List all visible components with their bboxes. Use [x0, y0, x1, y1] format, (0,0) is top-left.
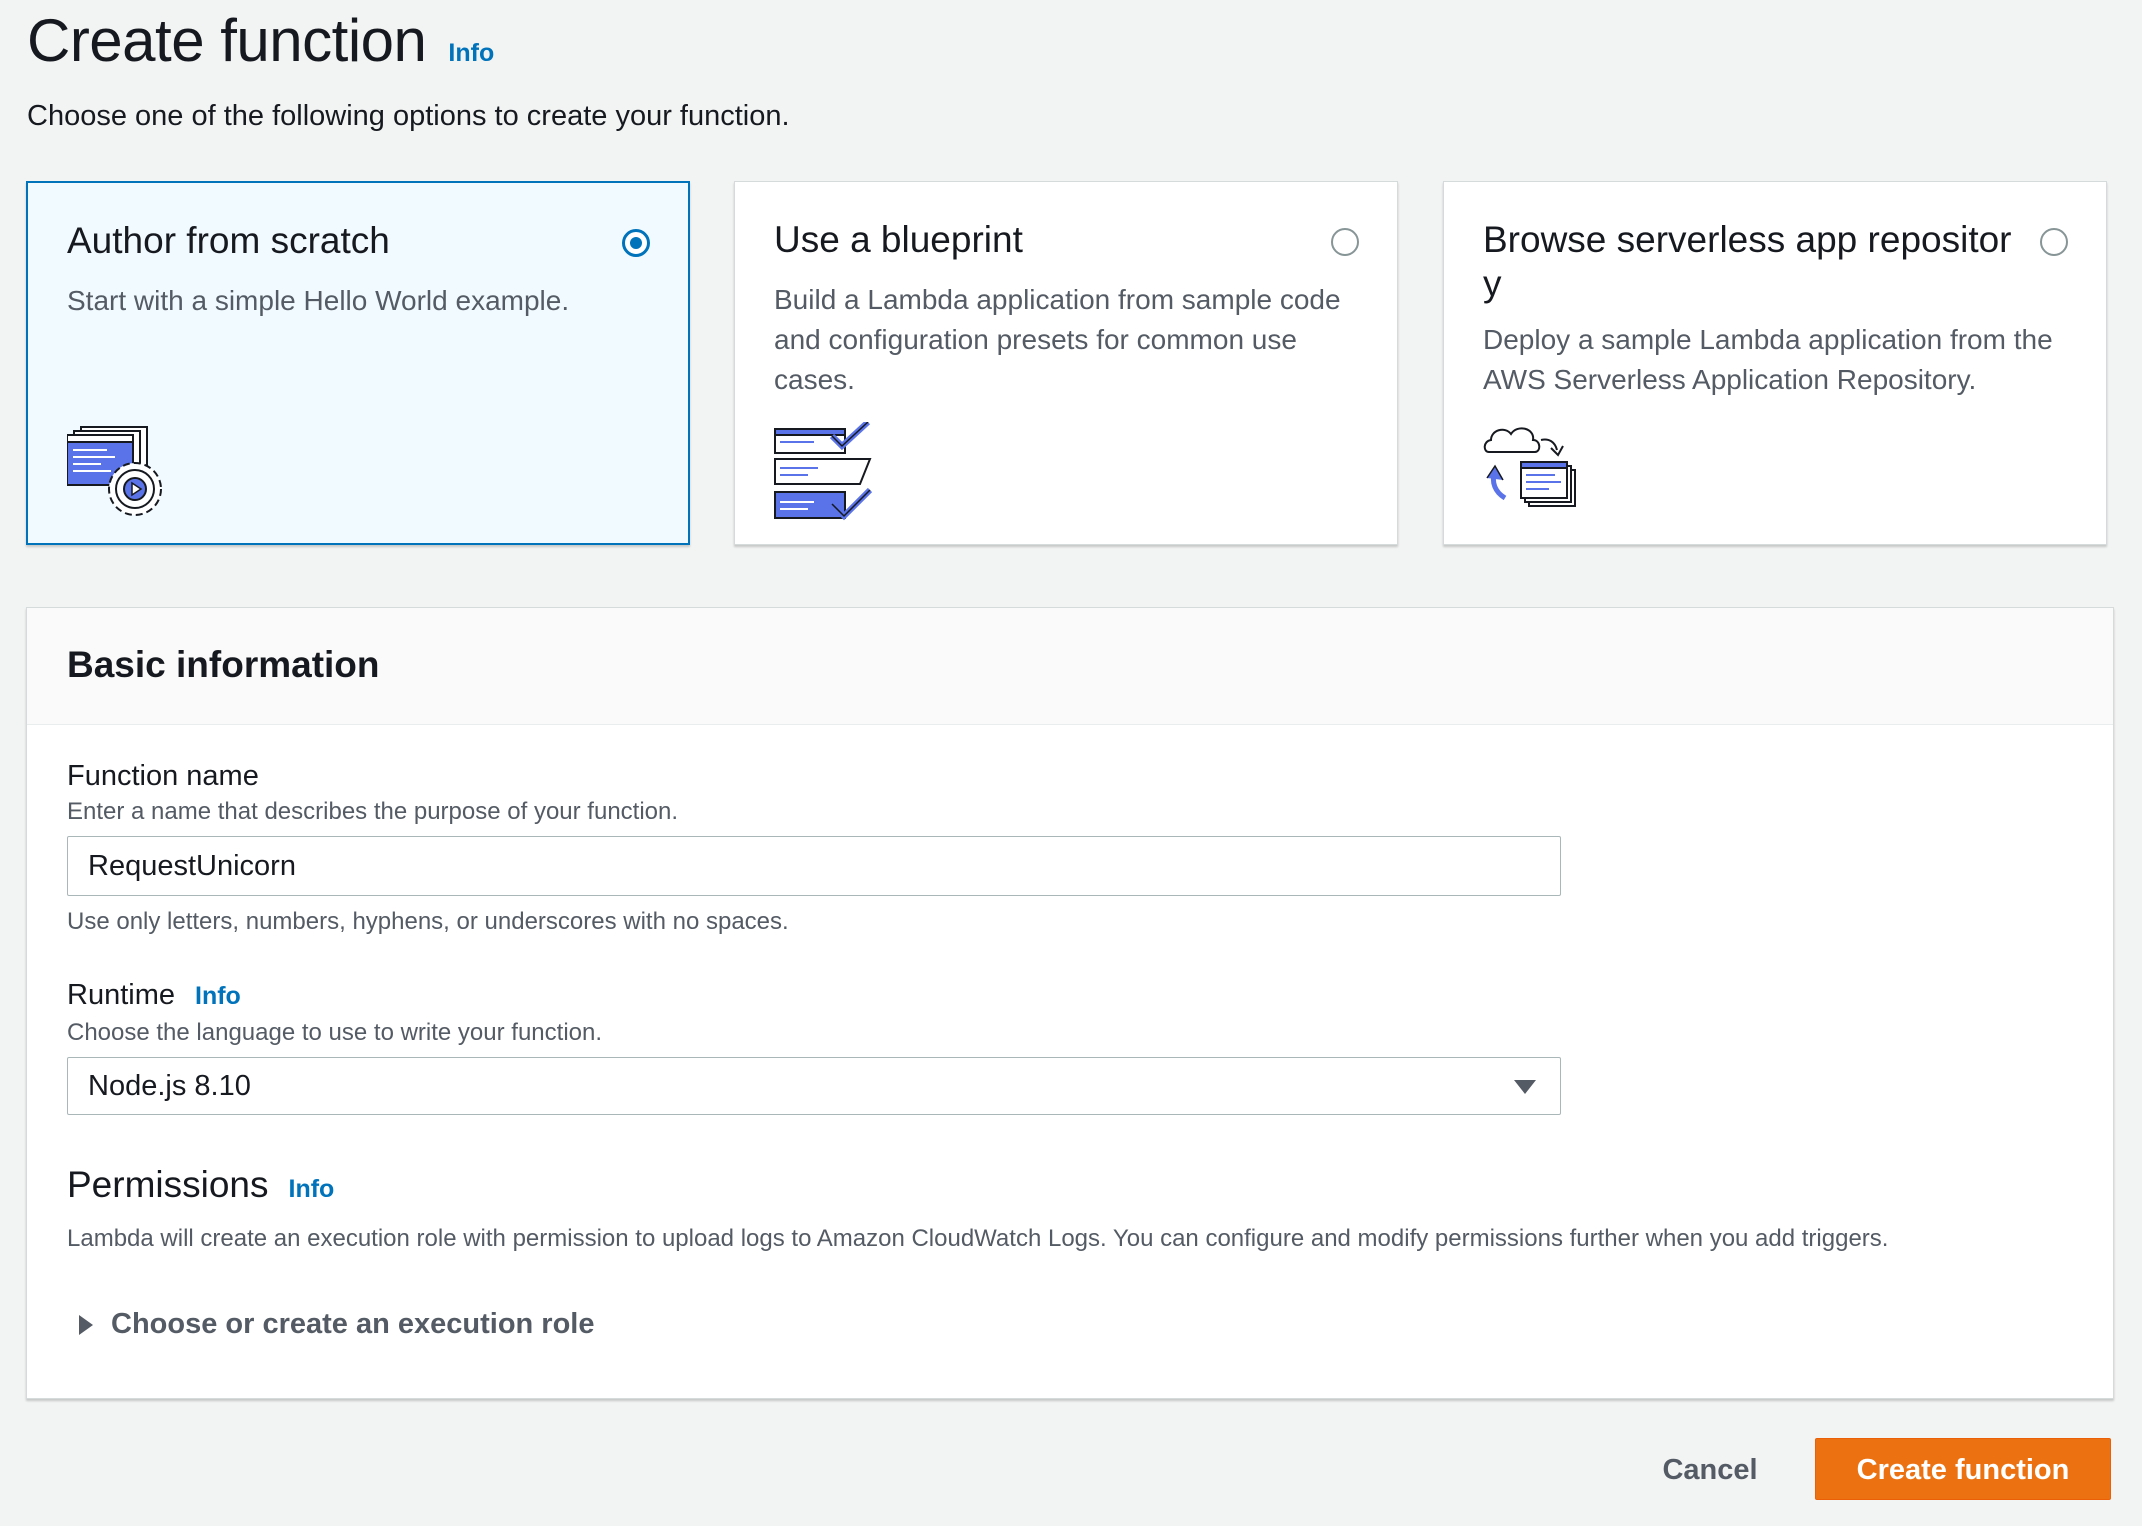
- option-title: Author from scratch: [67, 220, 390, 261]
- runtime-description: Choose the language to use to write your function.: [67, 1019, 603, 1046]
- runtime-select[interactable]: [67, 1057, 1561, 1115]
- panel-header: [27, 608, 2113, 725]
- radio-use-a-blueprint[interactable]: [1331, 228, 1359, 256]
- basic-information-panel: [26, 607, 2114, 1399]
- checklist-icon: [774, 422, 874, 522]
- cancel-button[interactable]: Cancel: [1640, 1440, 1780, 1498]
- runtime-label: Runtime: [67, 979, 175, 1011]
- option-browse-serverless-app-repository[interactable]: [1443, 181, 2107, 545]
- function-name-description: Enter a name that describes the purpose of your function.: [67, 798, 679, 825]
- option-description: Deploy a sample Lambda application from the AWS Serverless Application Repository.: [1483, 324, 2053, 395]
- create-function-button[interactable]: Create function: [1815, 1438, 2111, 1500]
- runtime-selected-value: Node.js 8.10: [88, 1070, 251, 1102]
- radio-browse-serverless-app-repository[interactable]: [2040, 228, 2068, 256]
- permissions-title: Permissions: [67, 1164, 269, 1205]
- execution-role-expander[interactable]: [79, 1308, 594, 1341]
- permissions-title-row: [67, 1164, 334, 1206]
- runtime-info-link[interactable]: Info: [195, 982, 241, 1010]
- permissions-info-link[interactable]: Info: [288, 1175, 335, 1203]
- function-name-label: Function name: [67, 760, 259, 792]
- page-subtitle: Choose one of the following options to create your function.: [27, 100, 790, 132]
- cloud-sync-icon: [1483, 422, 1593, 522]
- radio-author-from-scratch[interactable]: [622, 229, 650, 257]
- execution-role-expander-label: Choose or create an execution role: [111, 1308, 595, 1340]
- option-author-from-scratch[interactable]: [26, 181, 690, 545]
- option-description: Start with a simple Hello World example.: [67, 285, 570, 316]
- option-title: Browse serverless app repositor y: [1483, 219, 2012, 304]
- option-title: Use a blueprint: [774, 219, 1023, 260]
- permissions-description: Lambda will create an execution role with permission to upload logs to Amazon CloudWatch Logs. You can configure and modify permissions further when you add triggers.: [67, 1225, 1889, 1252]
- title-row: [27, 6, 494, 75]
- caret-down-icon: [1514, 1080, 1536, 1094]
- option-description: Build a Lambda application from sample code and configuration presets for common use cases.: [774, 284, 1341, 395]
- caret-right-icon: [79, 1315, 93, 1335]
- title-info-link[interactable]: Info: [448, 39, 495, 67]
- panel-title: Basic information: [67, 644, 380, 685]
- option-use-a-blueprint[interactable]: [734, 181, 1398, 545]
- runtime-label-row: [67, 979, 241, 1012]
- page-title: Create function: [27, 7, 427, 74]
- function-name-constraint: Use only letters, numbers, hyphens, or underscores with no spaces.: [67, 908, 789, 935]
- function-name-input[interactable]: [67, 836, 1561, 896]
- code-gear-icon: [67, 423, 167, 523]
